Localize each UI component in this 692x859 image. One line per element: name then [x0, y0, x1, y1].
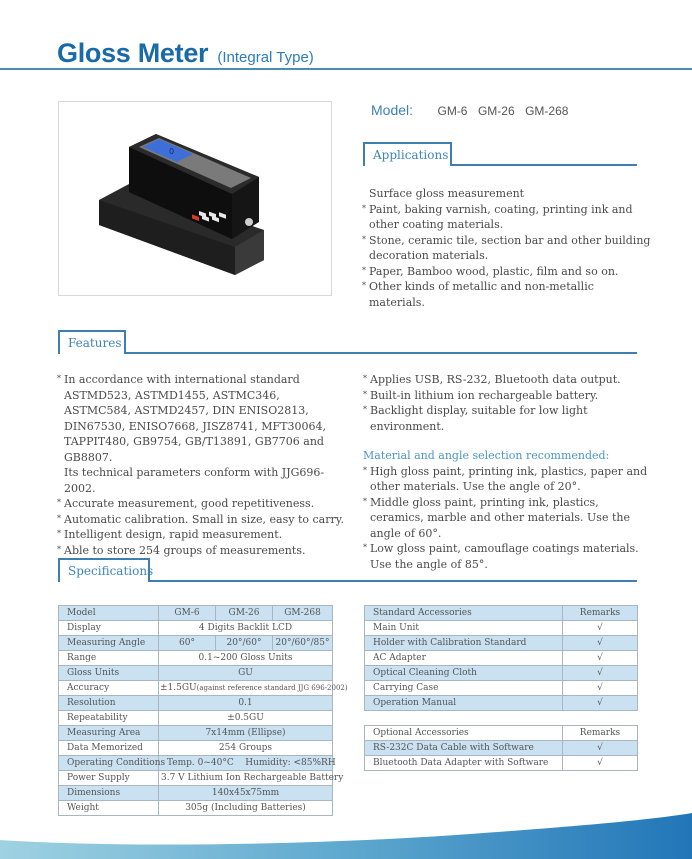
page-title: [57, 38, 314, 69]
list-item: * Low gloss paint, camouflage coatings materials. Use the angle of 85°.: [363, 542, 639, 571]
table-row: Measuring Angle 60° 20°/60° 20°/60°/85°: [59, 636, 333, 651]
list-item: * Stone, ceramic tile, section bar and other building decoration materials.: [362, 233, 651, 262]
applications-section-header: [363, 142, 637, 166]
table-row: Main Unit √: [365, 621, 638, 636]
list-item: * Other kinds of metallic and non-metallic materials.: [362, 280, 594, 309]
table-row: Operating Conditions Temp. 0~40°C Humidity: <85%RH: [59, 756, 333, 771]
list-item: * Accurate measurement, good repetitiveness.: [57, 497, 315, 510]
table-row: Gloss Units GU: [59, 666, 333, 681]
model-value: GM-268: [525, 104, 569, 118]
model-value: GM-26: [477, 104, 515, 118]
table-row: Model GM-6 GM-26 GM-268: [59, 606, 333, 621]
applications-tab: Applications: [363, 142, 452, 166]
features-left-list: [57, 372, 347, 558]
list-item: * Paint, baking varnish, coating, printing ink and other coating materials.: [362, 202, 633, 231]
footer-wave-decoration: [0, 800, 692, 859]
table-row: Bluetooth Data Adapter with Software √: [365, 756, 638, 771]
angle-heading: Material and angle selection recommended:: [363, 449, 610, 462]
specifications-table: [58, 605, 348, 816]
table-row: Data Memorized 254 Groups: [59, 741, 333, 756]
section-rule: [124, 352, 637, 354]
title-subtitle: (Integral Type): [217, 49, 314, 66]
features-section-header: [58, 330, 637, 354]
optional-accessories-table: [364, 725, 638, 771]
title-divider: [0, 68, 692, 70]
table-row: Resolution 0.1: [59, 696, 333, 711]
table-row: Carrying Case √: [365, 681, 638, 696]
table-row: Power Supply 3.7 V Lithium Ion Rechargeable Battery: [59, 771, 333, 786]
table-row: Dimensions 140x45x75mm: [59, 786, 333, 801]
table-row: Operation Manual √: [365, 696, 638, 711]
applications-list: [362, 186, 652, 310]
table-row: Display 4 Digits Backlit LCD: [59, 621, 333, 636]
list-item: * Backlight display, suitable for low light environment.: [363, 404, 588, 433]
table-row: Repeatability ±0.5GU: [59, 711, 333, 726]
table-header-row: Standard Accessories Remarks: [365, 606, 638, 621]
table-row: Range 0.1~200 Gloss Units: [59, 651, 333, 666]
list-item: * In accordance with international standard ASTMD523, ASTMD1455, ASTMC346, ASTMC584, ASTMD2457, DIN ENISO2813, DIN67530, ENISO7668, JISZ8741, MFT30064, TAPPIT480, GB9754, GB/T13891, GB7706 and GB8807.: [57, 373, 326, 464]
model-value: GM-6: [437, 104, 468, 118]
list-item: * Middle gloss paint, printing ink, plastics, ceramics, marble and other materials. Use the angle of 60°.: [363, 495, 630, 540]
specifications-tab: Specifications: [58, 558, 150, 582]
conform-note: Its technical parameters conform with JJG696-2002.: [64, 466, 325, 495]
product-image: [58, 101, 332, 296]
standard-accessories-table: [364, 605, 638, 711]
list-item: * Able to store 254 groups of measurements.: [57, 543, 306, 557]
table-header-row: Optional Accessories Remarks: [365, 726, 638, 741]
list-item: * High gloss paint, printing ink, plastics, paper and other materials. Use the angle of 20°.: [363, 464, 648, 493]
table-row: Weight 305g (Including Batteries): [59, 801, 333, 816]
table-row: Holder with Calibration Standard √: [365, 636, 638, 651]
list-item: * Applies USB, RS-232, Bluetooth data output.: [363, 373, 621, 386]
applications-intro: Surface gloss measurement: [369, 187, 525, 200]
section-rule: [148, 580, 637, 582]
features-tab: Features: [58, 330, 126, 354]
list-item: * Automatic calibration. Small in size, easy to carry.: [57, 512, 344, 526]
title-main: Gloss Meter: [57, 38, 209, 68]
table-row: AC Adapter √: [365, 651, 638, 666]
table-row: Accuracy ±1.5GU(against reference standard JJG 696-2002): [59, 681, 333, 696]
specifications-section-header: [58, 558, 637, 582]
table-row: Measuring Area 7x14mm (Ellipse): [59, 726, 333, 741]
list-item: * Built-in lithium ion rechargeable battery.: [363, 388, 599, 402]
table-row: RS-232C Data Cable with Software √: [365, 741, 638, 756]
list-item: * Paper, Bamboo wood, plastic, film and so on.: [362, 264, 619, 278]
section-rule: [450, 164, 637, 166]
features-right-list: [363, 372, 648, 572]
table-row: Optical Cleaning Cloth √: [365, 666, 638, 681]
model-line: [371, 102, 574, 120]
gloss-meter-illustration: [59, 102, 331, 295]
model-label: Model:: [371, 102, 414, 118]
lcd-reading: 0: [169, 147, 175, 156]
list-item: * Intelligent design, rapid measurement.: [57, 528, 283, 541]
